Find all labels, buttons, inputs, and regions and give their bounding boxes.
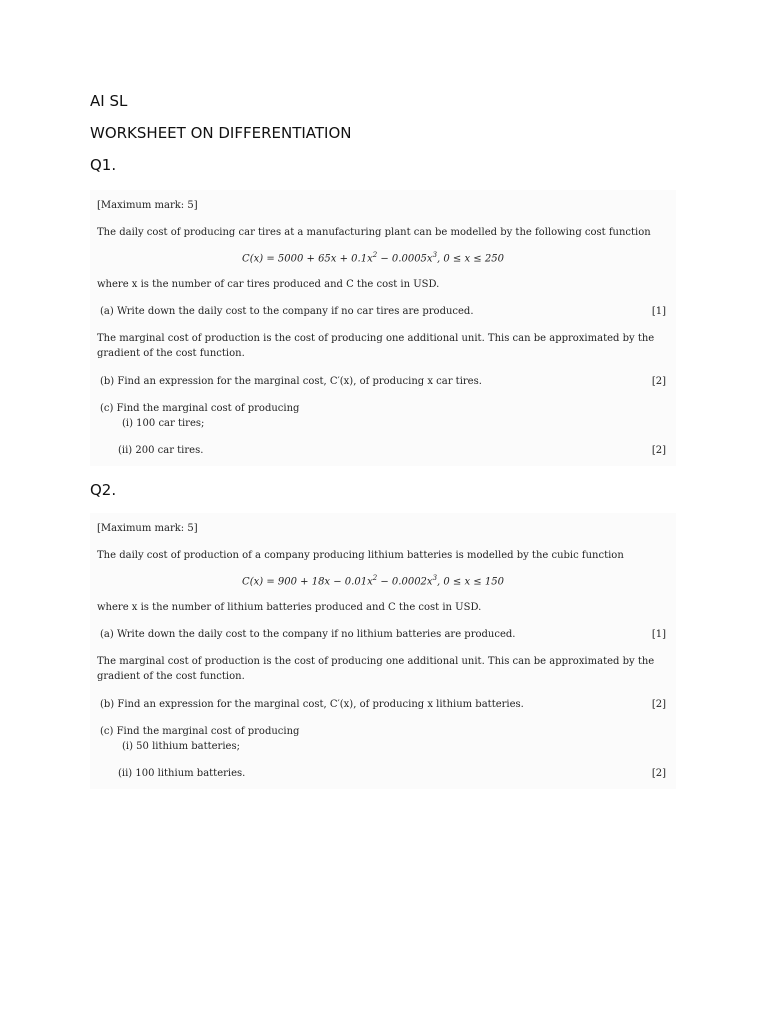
q1-where: where x is the number of car tires produced and C the cost in USD. [97,279,440,290]
question-2-block [90,513,676,789]
q1-marginal-text: The marginal cost of production is the cost of producing one additional unit. This can be approximated by the gradient of the cost function. [97,333,655,359]
q2-marginal-text: The marginal cost of production is the cost of producing one additional unit. This can be approximated by the gradient of the cost function. [97,656,655,682]
q2-formula: $C(x) = 900 + 18x - 0.01x^2 - 0.0002x^3$, 0 ≤ x ≤ 150 [242,574,504,588]
q2-part-b: (b) Find an expression for the marginal cost, C′(x), of producing x lithium batteries. [100,699,524,710]
q1-mark-c: [2] [651,445,666,456]
q1-part-c-i: (i) 100 car tires; [122,418,205,429]
q1-part-c-ii: (ii) 200 car tires. [118,445,204,456]
worksheet-title: WORKSHEET ON DIFFERENTIATION [90,124,352,142]
q2-mark-a: [1] [651,629,666,640]
q1-intro: The daily cost of producing car tires at a manufacturing plant can be modelled by the following cost function [97,227,651,238]
q1-part-b: (b) Find an expression for the marginal cost, C′(x), of producing x car tires. [100,376,482,387]
question-1-block [90,190,676,466]
q1-mark-a: [1] [651,306,666,317]
q1-max-mark: [Maximum mark: 5] [97,200,198,211]
q1-part-a: (a) Write down the daily cost to the company if no car tires are produced. [100,306,474,317]
q1-mark-b: [2] [651,376,666,387]
q2-intro: The daily cost of production of a company producing lithium batteries is modelled by the cubic function [97,550,624,561]
q2-mark-b: [2] [651,699,666,710]
q2-part-c-i: (i) 50 lithium batteries; [122,741,240,752]
q2-part-c: (c) Find the marginal cost of producing [100,726,300,737]
q2-mark-c: [2] [651,768,666,779]
q1-part-c: (c) Find the marginal cost of producing [100,403,300,414]
q2-part-c-ii: (ii) 100 lithium batteries. [118,768,246,779]
q2-part-a: (a) Write down the daily cost to the company if no lithium batteries are produced. [100,629,516,640]
question-1-label: Q1. [90,156,117,174]
q1-formula: $C(x) = 5000 + 65x + 0.1x^2 - 0.0005x^3$, 0 ≤ x ≤ 250 [242,251,504,265]
question-2-label: Q2. [90,481,117,499]
q2-max-mark: [Maximum mark: 5] [97,523,198,534]
course-title: AI SL [90,92,128,110]
q2-where: where x is the number of lithium batteries produced and C the cost in USD. [97,602,482,613]
